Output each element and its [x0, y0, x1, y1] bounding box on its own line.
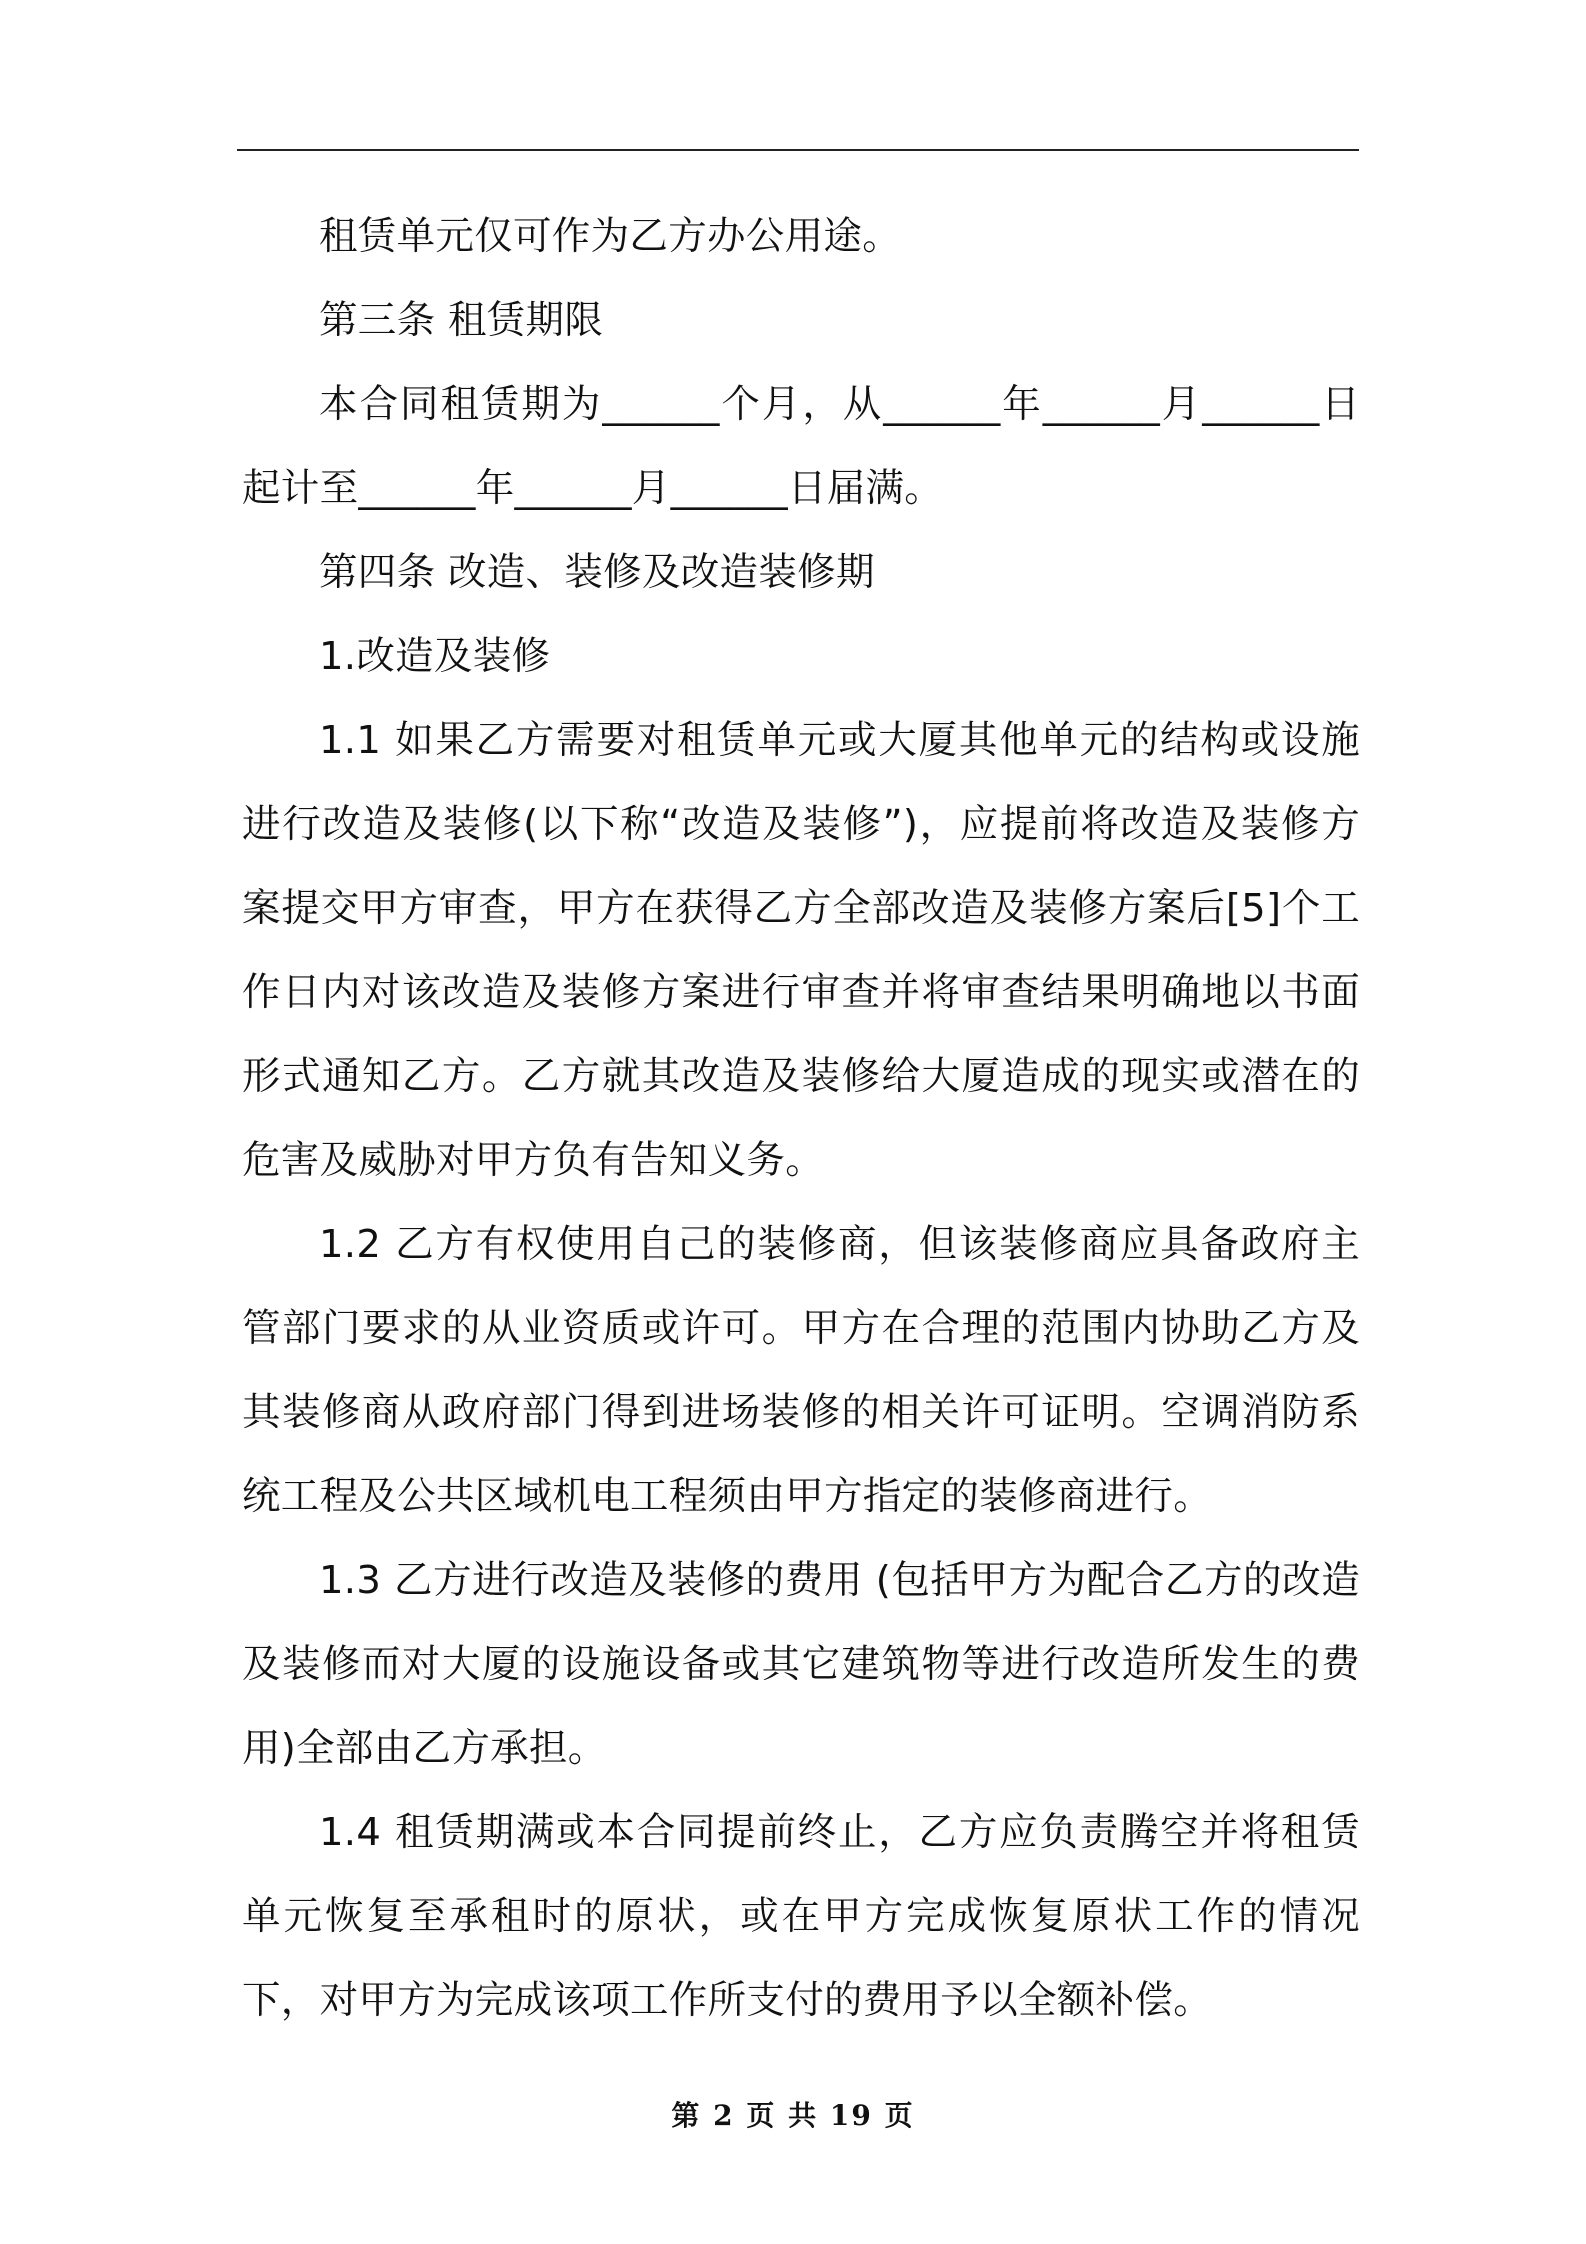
header-rule: [237, 149, 1359, 151]
clause-1-3: 1.3 乙方进行改造及装修的费用 (包括甲方为配合乙方的改造及装修而对大厦的设施设备或其它建筑物等进行改造所发生的费用)全部由乙方承担。: [242, 1558, 1360, 1771]
clause-1-4: 1.4 租赁期满或本合同提前终止，乙方应负责腾空并将租赁单元恢复至承租时的原状，或在甲方完成恢复原状工作的情况下，对甲方为完成该项工作所支付的费用予以全额补偿。: [242, 1810, 1360, 2023]
document-body: [242, 195, 1360, 2043]
clause-1-2: 1.2 乙方有权使用自己的装修商，但该装修商应具备政府主管部门要求的从业资质或许可。甲方在合理的范围内协助乙方及其装修商从政府部门得到进场装修的相关许可证明。空调消防系统工程及公共区域机电工程须由甲方指定的装修商进行。: [242, 1222, 1360, 1519]
paragraph-usage: 租赁单元仅可作为乙方办公用途。: [319, 214, 902, 259]
clause-1-1: 1.1 如果乙方需要对租赁单元或大厦其他单元的结构或设施进行改造及装修(以下称“改造及装修”)，应提前将改造及装修方案提交甲方审查，甲方在获得乙方全部改造及装修方案后[5]个工作日内对该改造及装修方案进行审查并将审查结果明确地以书面形式通知乙方。乙方就其改造及装修给大厦造成的现实或潜在的危害及威胁对甲方负有告知义务。: [242, 718, 1360, 1183]
heading-article-4: 第四条 改造、装修及改造装修期: [319, 550, 875, 595]
page-number: 第 2 页 共 19 页: [671, 2099, 915, 2132]
heading-article-3: 第三条 租赁期限: [319, 298, 604, 343]
heading-section-1: 1.改造及装修: [319, 634, 551, 679]
paragraph-lease-term: 本合同租赁期为______个月，从______年______月______日起计至______年______月______日届满。: [242, 382, 1360, 511]
